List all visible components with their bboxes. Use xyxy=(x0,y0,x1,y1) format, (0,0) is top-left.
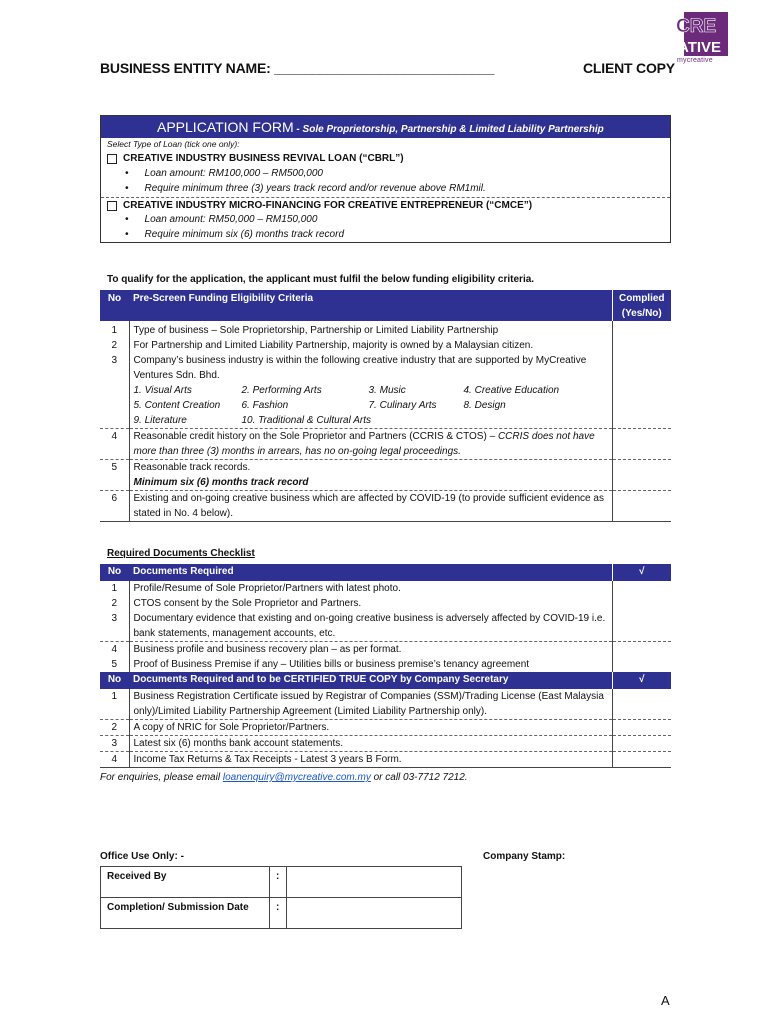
cmce-bullet-track: • Require minimum six (6) months track record xyxy=(125,229,345,240)
business-entity-name-field[interactable]: BUSINESS ENTITY NAME: _____________________________ xyxy=(100,60,495,76)
loan-option-cbrl[interactable] xyxy=(107,153,404,164)
tick-cell[interactable] xyxy=(612,657,671,672)
table-row: 1 Profile/Resume of Sole Proprietor/Partners with latest photo. xyxy=(100,581,671,596)
cbrl-bullet-track: • Require minimum three (3) years track record and/or revenue above RM1mil. xyxy=(125,183,486,194)
enquiry-note: For enquiries, please email loanenquiry@mycreative.com.my or call 03-7712 7212. xyxy=(100,772,468,783)
complied-cell[interactable] xyxy=(612,321,671,338)
table-row: Received By : xyxy=(101,867,462,898)
cbrl-label: CREATIVE INDUSTRY BUSINESS REVIVAL LOAN (“CBRL”) xyxy=(123,153,404,164)
cbrl-bullet-amount: • Loan amount: RM100,000 – RM500,000 xyxy=(125,168,323,179)
complied-cell[interactable] xyxy=(612,353,671,429)
table-row: 4 Business profile and business recovery plan – as per format. xyxy=(100,642,671,658)
table-row: Completion/ Submission Date : xyxy=(101,898,462,929)
complied-cell[interactable] xyxy=(612,429,671,460)
table-row: 3 Documentary evidence that existing and on-going creative business is adversely affected by COVID-19 i.e. bank statements, management accounts, etc. xyxy=(100,611,671,642)
certified-header-row: No Documents Required and to be CERTIFIED TRUE COPY by Company Secretary √ xyxy=(100,672,671,689)
tick-header: √ xyxy=(612,672,671,689)
tick-cell[interactable] xyxy=(612,596,671,611)
documents-checklist-title: Required Documents Checklist xyxy=(107,548,255,559)
logo-text-bottom: ATIVE xyxy=(678,39,722,56)
table-row: 2 CTOS consent by the Sole Proprietor and Partners. xyxy=(100,596,671,611)
col-no: No xyxy=(100,290,129,321)
table-row: 1 Type of business – Sole Proprietorship, Partnership or Limited Liability Partnership xyxy=(100,321,671,338)
office-use-table xyxy=(100,866,462,929)
company-stamp-label: Company Stamp: xyxy=(483,851,566,862)
table-row: 4 Reasonable credit history on the Sole Proprietor and Partners (CCRIS & CTOS) – CCRIS does not have more than three (3) months in arrears, has no on-going legal proceedings. xyxy=(100,429,671,460)
cmce-checkbox[interactable] xyxy=(107,201,117,211)
completion-date-field[interactable] xyxy=(287,898,462,929)
office-use-label: Office Use Only: - xyxy=(100,851,184,862)
complied-cell[interactable] xyxy=(612,460,671,491)
cmce-bullet-amount: • Loan amount: RM50,000 – RM150,000 xyxy=(125,214,318,225)
completion-date-label: Completion/ Submission Date xyxy=(101,898,270,929)
application-form-title-bar xyxy=(101,116,670,138)
logo-text-top: CRE xyxy=(676,16,717,37)
tick-cell[interactable] xyxy=(612,720,671,736)
table-row: 3 Latest six (6) months bank account statements. xyxy=(100,736,671,752)
eligibility-table xyxy=(100,290,671,522)
cbrl-checkbox[interactable] xyxy=(107,154,117,164)
received-by-label: Received By xyxy=(101,867,270,898)
complied-cell[interactable] xyxy=(612,338,671,353)
cmce-label: CREATIVE INDUSTRY MICRO-FINANCING FOR CREATIVE ENTREPRENEUR (“CMCE”) xyxy=(123,200,533,211)
table-row: 5 Reasonable track records. Minimum six (6) months track record xyxy=(100,460,671,491)
industry-list: 1. Visual Arts 2. Performing Arts 3. Music 4. Creative Education 5. Content Creation 6. Fashion 7. Culinary Arts 8. Design 9. Literature 10. Traditional & Cultural Arts xyxy=(133,385,560,426)
page-marker: A xyxy=(661,993,670,1008)
complied-cell[interactable] xyxy=(612,491,671,522)
received-by-field[interactable] xyxy=(287,867,462,898)
application-form-title: APPLICATION FORM xyxy=(157,119,294,135)
documents-header-row: No Documents Required √ xyxy=(100,564,671,581)
col-criteria: Pre-Screen Funding Eligibility Criteria xyxy=(129,290,612,321)
application-form-subtitle: - Sole Proprietorship, Partnership & Limited Liability Partnership xyxy=(293,124,604,135)
bullet-icon: • xyxy=(125,183,129,194)
table-row: 1 Business Registration Certificate issued by Registrar of Companies (SSM)/Trading License (East Malaysia only)/Limited Liability Partnership Agreement (Limited Liability Partnership only). xyxy=(100,689,671,720)
tick-cell[interactable] xyxy=(612,642,671,658)
bullet-icon: • xyxy=(125,214,129,225)
table-row: 6 Existing and on-going creative business which are affected by COVID-19 (to provide sufficient evidence as stated in No. 4 below). xyxy=(100,491,671,522)
bullet-icon: • xyxy=(125,168,129,179)
bullet-icon: • xyxy=(125,229,129,240)
eligibility-header-row xyxy=(100,290,671,321)
table-row: 2 A copy of NRIC for Sole Proprietor/Partners. xyxy=(100,720,671,736)
col-complied: Complied (Yes/No) xyxy=(612,290,671,321)
table-row: 3 Company’s business industry is within the following creative industry that are supported by MyCreative Ventures Sdn. Bhd. 1. Visual Arts 2. Performing Arts 3. Music 4. Creative Education 5. Content Creation 6. Fashion 7. Culinary Arts 8. Design 9. Literature 10. Traditional & Cultural Arts xyxy=(100,353,671,429)
documents-table xyxy=(100,564,671,768)
tick-cell[interactable] xyxy=(612,736,671,752)
table-row: 4 Income Tax Returns & Tax Receipts - Latest 3 years B Form. xyxy=(100,752,671,768)
tick-cell[interactable] xyxy=(612,581,671,596)
select-loan-instruction: Select Type of Loan (tick one only): xyxy=(107,139,240,149)
application-form-box xyxy=(100,115,671,243)
logo-subtitle: mycreative xyxy=(677,57,713,64)
eligibility-intro: To qualify for the application, the applicant must fulfil the below funding eligibility criteria. xyxy=(107,274,535,285)
table-row: 5 Proof of Business Premise if any – Utilities bills or business premise’s tenancy agreement xyxy=(100,657,671,672)
table-row: 2 For Partnership and Limited Liability Partnership, majority is owned by a Malaysian citizen. xyxy=(100,338,671,353)
tick-cell[interactable] xyxy=(612,689,671,720)
client-copy-label: CLIENT COPY xyxy=(583,60,675,76)
loan-option-cmce[interactable] xyxy=(107,200,532,211)
tick-cell[interactable] xyxy=(612,611,671,642)
enquiry-email-link[interactable]: loanenquiry@mycreative.com.my xyxy=(222,772,371,783)
tick-header: √ xyxy=(612,564,671,581)
divider xyxy=(101,197,670,198)
tick-cell[interactable] xyxy=(612,752,671,768)
